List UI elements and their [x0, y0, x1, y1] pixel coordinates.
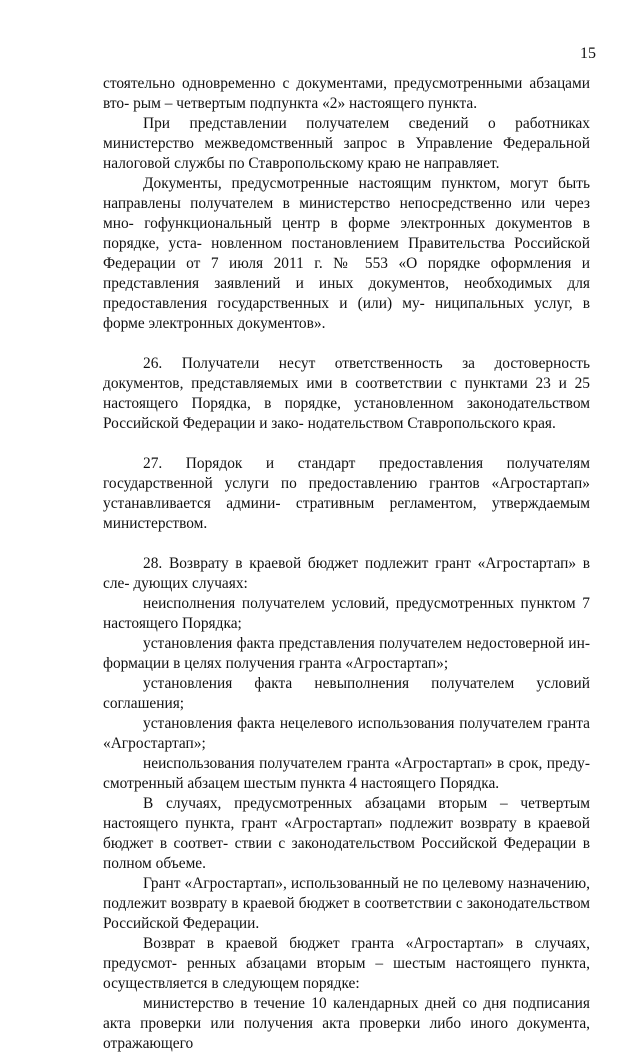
text-line: «Агростартап»;	[103, 735, 206, 752]
text-line: В случаях, предусмотренных абзацами вторым – четвертым настоящего	[103, 795, 590, 832]
paragraph-item-27	[103, 454, 590, 534]
document-body	[103, 74, 590, 1054]
text-line: направлены получателем в министерство непосредственно или через мно-	[103, 195, 590, 232]
paragraph-case-unused	[103, 754, 590, 794]
paragraph-refund-procedure	[103, 934, 590, 994]
text-line: формации в целях получения гранта «Агростартап»;	[103, 655, 449, 672]
text-line: стративным регламентом, утверждаемым министерством.	[103, 495, 590, 532]
text-line: При представлении получателем сведений о работниках министерство	[103, 115, 590, 152]
text-line: в порядке, установленном законодательством Российской Федерации и зако-	[103, 395, 590, 432]
text-line: смотренный абзацем шестым пункта 4 настоящего Порядка.	[103, 775, 500, 792]
text-line: 28. Возврату в краевой бюджет подлежит грант «Агростартап» в сле-	[103, 555, 590, 592]
text-line: 27. Порядок и стандарт предоставления получателям государственной	[103, 455, 590, 492]
paragraph-case-false-info	[103, 634, 590, 674]
text-line: Грант «Агростартап», использованный не по целевому назначению,	[143, 875, 590, 892]
text-line: настоящего Порядка;	[103, 615, 242, 632]
text-line: межведомственный запрос в Управление Федеральной налоговой службы по	[103, 135, 590, 172]
paragraph-electronic-documents	[103, 174, 590, 334]
text-line: 26. Получатели несут ответственность за достоверность документов,	[103, 355, 590, 392]
text-line: нодательством Ставропольского края.	[307, 415, 556, 432]
text-line: ствии с законодательством Российской Федерации в полном объеме.	[103, 835, 590, 872]
page-number: 15	[580, 45, 596, 62]
text-line: подлежит возврату в краевой бюджет в соответствии с законодательством	[103, 895, 590, 912]
paragraph-continuation-documents	[103, 74, 590, 114]
paragraph-item-28	[103, 554, 590, 594]
text-line: проверки или получения акта проверки либо иного документа, отражающего	[103, 1015, 590, 1052]
text-line: установления факта невыполнения получателем условий соглашения;	[103, 675, 590, 712]
text-line: следующем порядке:	[222, 975, 360, 992]
text-line: гофункциональный центр в форме электронных документов в порядке, уста-	[103, 215, 590, 252]
paragraph-ministry-deadline	[103, 994, 590, 1054]
text-line: пункта, грант «Агростартап» подлежит возврату в краевой бюджет в соответ-	[103, 815, 590, 852]
paragraph-misused-grant	[103, 874, 590, 934]
paragraph-tax-service-request	[103, 114, 590, 174]
text-line: 2011 г. № 553 «О порядке оформления и представления заявлений и иных	[103, 255, 590, 292]
text-line: неисполнения получателем условий, предусмотренных пунктом 7	[143, 595, 590, 612]
text-line: стоятельно одновременно с документами, предусмотренными абзацами вто-	[103, 75, 590, 112]
text-line: Российской Федерации.	[103, 915, 260, 932]
text-line: дующих случаях:	[133, 575, 248, 592]
text-line: неиспользования получателем гранта «Агростартап» в срок, преду-	[143, 755, 590, 772]
text-line: Возврат в краевой бюджет гранта «Агростартап» в случаях, предусмот-	[103, 935, 590, 972]
text-line: ниципальных услуг, в форме электронных документов».	[103, 295, 590, 332]
paragraph-case-agreement	[103, 674, 590, 714]
text-line: установления факта нецелевого использования получателем гранта	[143, 715, 590, 732]
paragraph-item-26	[103, 354, 590, 434]
text-line: новленном постановлением Правительства Российской Федерации от 7 июля	[103, 235, 590, 272]
text-line: рым – четвертым подпункта «2» настоящего пункта.	[133, 95, 478, 112]
text-line: министерство в течение 10 календарных дней со дня подписания акта	[103, 995, 590, 1032]
text-line: Ставропольскому краю не направляет.	[248, 155, 500, 172]
paragraph-case-misuse	[103, 714, 590, 754]
text-line: услуги по предоставлению грантов «Агростартап» устанавливается админи-	[103, 475, 590, 512]
text-line: ренных абзацами вторым – шестым настоящего пункта, осуществляется в	[103, 955, 590, 992]
text-line: документов, необходимых для предоставления государственных и (или) му-	[103, 275, 590, 312]
text-line: представляемых ими в соответствии с пунктами 23 и 25 настоящего Порядка,	[103, 375, 590, 412]
text-line: установления факта представления получателем недостоверной ин-	[143, 635, 590, 652]
paragraph-case-nonfulfillment	[103, 594, 590, 634]
text-line: Документы, предусмотренные настоящим пунктом, могут быть	[143, 175, 590, 192]
paragraph-full-refund	[103, 794, 590, 874]
